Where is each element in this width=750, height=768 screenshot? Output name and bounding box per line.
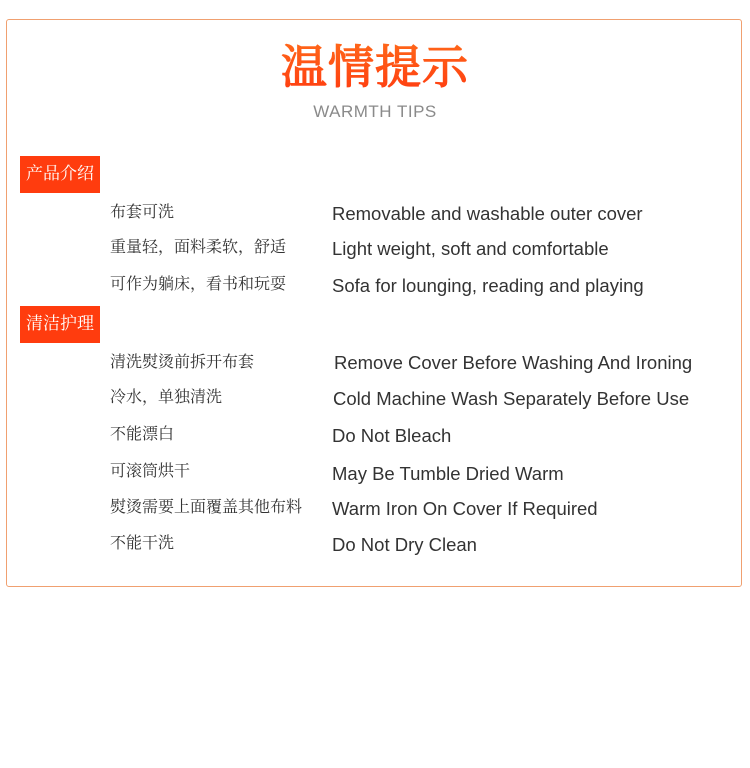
care-cn: 冷水，单独清洗	[110, 387, 223, 406]
feature-cn: 可作为躺床，看书和玩耍	[110, 274, 287, 293]
care-cn: 不能干洗	[110, 533, 175, 552]
care-cn: 可滚筒烘干	[110, 461, 191, 480]
care-en: Do Not Dry Clean	[332, 534, 477, 555]
care-en: Warm Iron On Cover If Required	[332, 498, 598, 519]
care-cn: 熨烫需要上面覆盖其他布料	[110, 497, 303, 516]
feature-en: Removable and washable outer cover	[332, 203, 643, 224]
care-cn: 清洗熨烫前拆开布套	[110, 352, 255, 371]
care-en: Remove Cover Before Washing And Ironing	[334, 352, 693, 373]
care-cn: 不能漂白	[110, 424, 175, 443]
page-subtitle: WARMTH TIPS	[313, 102, 437, 121]
care-en: Cold Machine Wash Separately Before Use	[333, 388, 690, 409]
feature-cn: 重量轻，面料柔软，舒适	[110, 237, 287, 256]
feature-en: Sofa for lounging, reading and playing	[332, 275, 644, 296]
care-en: May Be Tumble Dried Warm	[332, 463, 564, 484]
care-en: Do Not Bleach	[332, 425, 452, 446]
page-title: 温情提示	[0, 38, 750, 96]
feature-en: Light weight, soft and comfortable	[332, 238, 609, 259]
section-label-cleaning-care: 清洁护理	[20, 306, 100, 343]
feature-cn: 布套可洗	[110, 202, 175, 221]
section-label-product-intro: 产品介绍	[20, 156, 100, 193]
